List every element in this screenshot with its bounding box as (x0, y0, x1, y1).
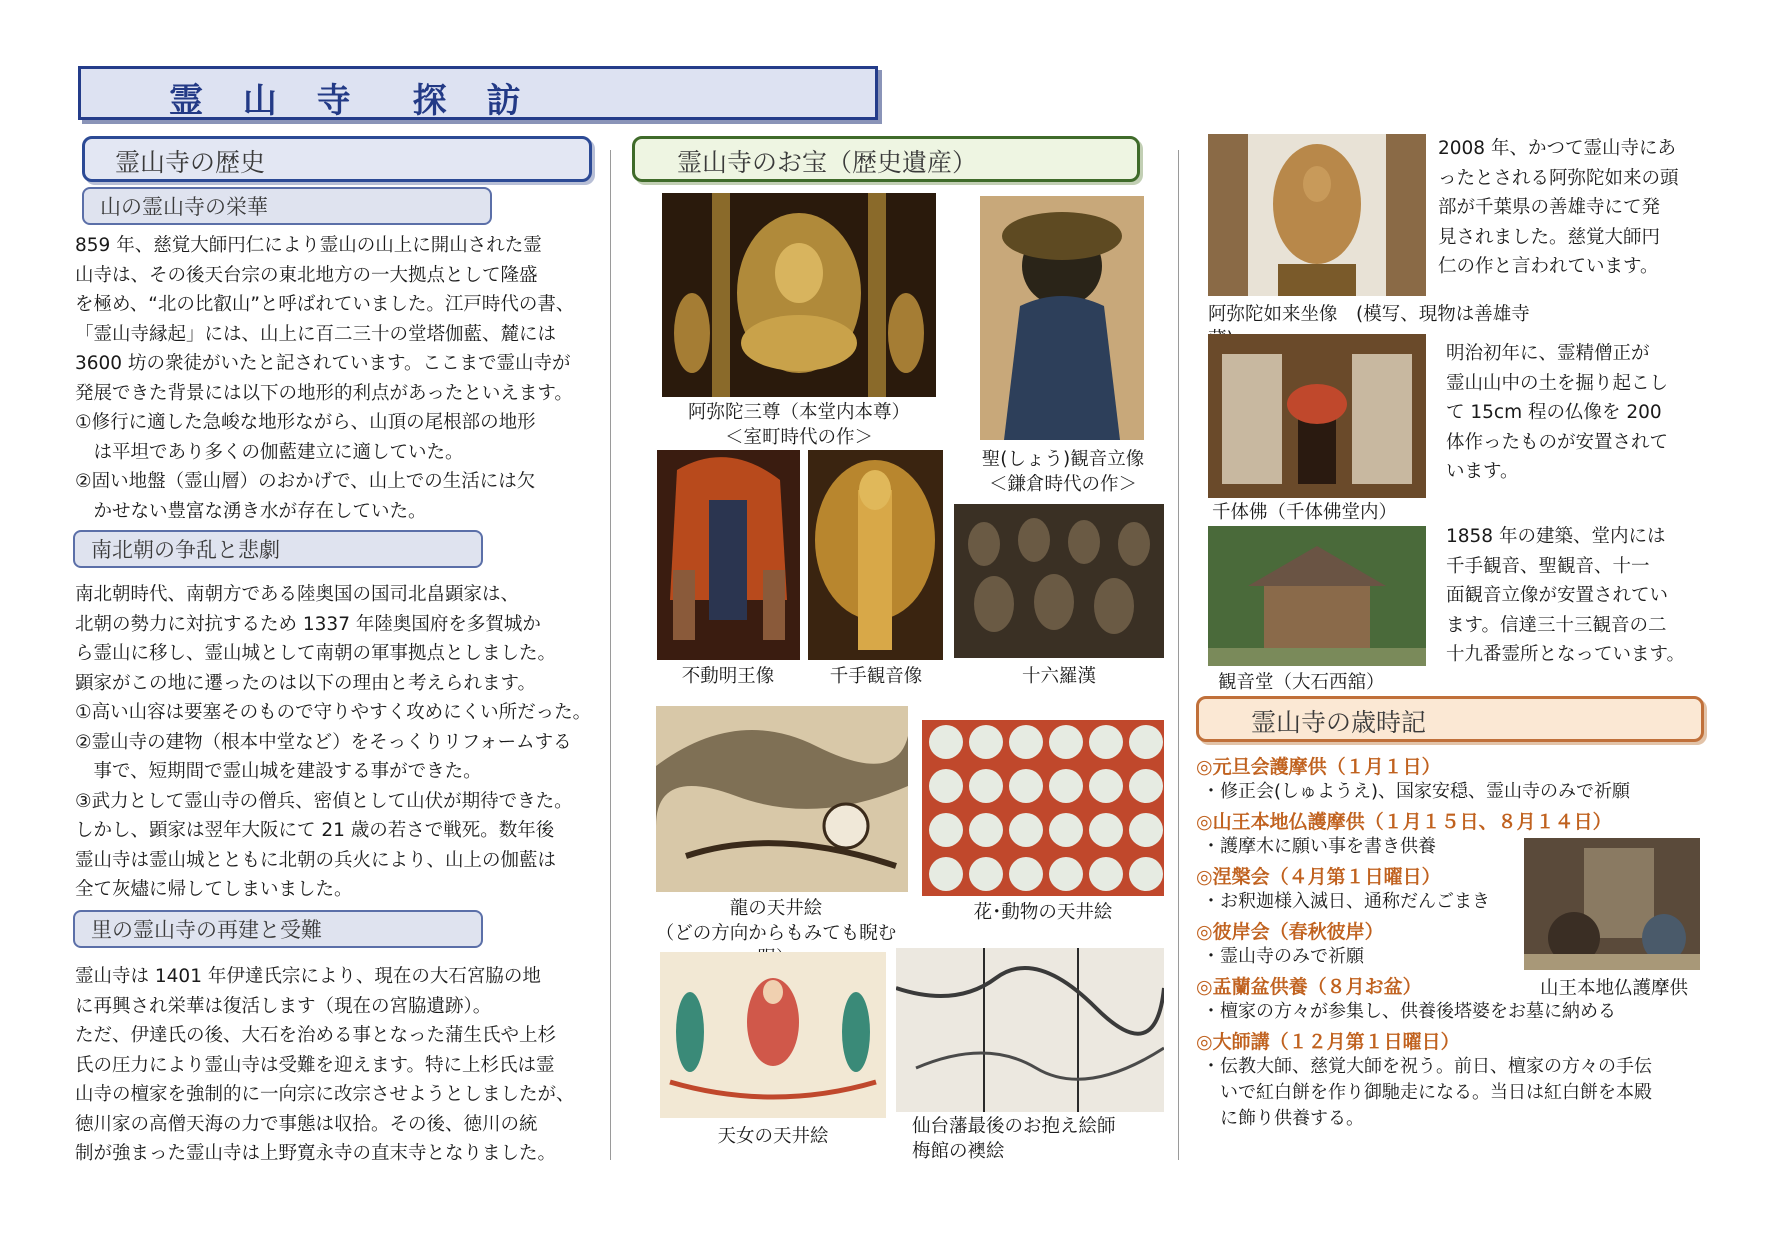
event-title: ◎山王本地仏護摩供（１月１５日、８月１４日） (1196, 811, 1612, 833)
event-title: ◎大師講（１２月第１日曜日） (1196, 1031, 1460, 1053)
fusuma-caption: 仙台藩最後のお抱え絵師 梅館の襖絵 (912, 1116, 1116, 1162)
kannondo-caption: 観音堂（大石西舘） (1218, 672, 1385, 693)
amida-zazo-photo (1208, 134, 1426, 296)
column-divider-2 (1178, 150, 1179, 1160)
event-desc: ・霊山寺のみで祈願 (1202, 946, 1364, 967)
column-divider-1 (610, 150, 611, 1160)
event-desc: ・修正会(しゅようえ)、国家安穏、霊山寺のみで祈願 (1202, 781, 1631, 802)
sub-heading-box-3 (73, 910, 483, 948)
rakan-photo (954, 504, 1164, 658)
ryu-photo (656, 706, 908, 892)
tennyo-caption: 天女の天井絵 (717, 1126, 829, 1147)
fudo-photo (657, 450, 800, 660)
sentaibutsu-caption: 千体佛（千体佛堂内） (1212, 502, 1398, 523)
sentaibutsu-photo (1208, 334, 1426, 498)
event-item-1 (1196, 752, 1716, 805)
event-title: ◎盂蘭盆供養（８月お盆） (1196, 976, 1422, 998)
sub-heading-2: 南北朝の争乱と悲劇 (91, 538, 280, 562)
sho-kannon-photo (980, 196, 1144, 440)
fudo-caption: 不動明王像 (681, 666, 775, 687)
goma-photo (1524, 838, 1700, 970)
events-heading: 霊山寺の歳時記 (1251, 708, 1427, 737)
event-desc: ・伝教大師、慈覚大師を祝う。前日、檀家の方々の手伝 いで紅白餅を作り御馳走になる。当日は紅白餅を本殿 に飾り供養する。 (1202, 1056, 1652, 1129)
kannondo-text: 1858 年の建築、堂内には 千手観音、聖観音、十一 面観音立像が安置されてい ます。信達三十三観音の二 十九番霊所となっています。 (1446, 526, 1686, 665)
kannondo-photo (1208, 526, 1426, 666)
senju-caption: 千手観音像 (829, 666, 923, 687)
amida-sanzon-photo (662, 193, 936, 397)
amida-sanzon-caption: 阿弥陀三尊（本堂内本尊） ＜室町時代の作＞ (687, 402, 910, 448)
treasures-heading: 霊山寺のお宝（歴史遺産） (677, 148, 978, 177)
sentaibutsu-text: 明治初年に、霊精僧正が 霊山山中の土を掘り起こし て 15cm 程の仏像を 200 体作ったものが安置されて います。 (1446, 343, 1669, 482)
event-title: ◎元旦会護摩供（１月１日） (1196, 756, 1441, 778)
hana-caption: 花･動物の天井絵 (973, 902, 1113, 923)
history-paragraph-2: 南北朝時代、南朝方である陸奥国の国司北畠顕家は、 北朝の勢力に対抗するため 1337 年陸奥国府を多賀城か ら霊山に移し、霊山城として南朝の軍事拠点としました。 顕家がこの地に遷ったのは以下の理由と考えられます。 ①高い山容は要塞そのもので守りやすく攻めにくい所だった。 ②霊山寺の建物（根本中堂など）をそっくりリフォームする 事で、短期間で霊山城を建設する事ができた。 ③武力として霊山寺の僧兵、密偵として山伏が期待できた。 しかし、顕家は翌年大阪にて 21 歳の若さで戦死。数年後 霊山寺は霊山城とともに北朝の兵火により、山上の伽藍は 全て灰燼に帰してしまいました。 (75, 584, 592, 900)
history-heading: 霊山寺の歴史 (115, 148, 266, 177)
amida-zazo-caption: 阿弥陀如来坐像 (模写、現物は善雄寺 (1208, 304, 1530, 325)
history-heading-box (82, 136, 592, 182)
event-title: ◎涅槃会（４月第１日曜日） (1196, 866, 1441, 888)
sub-heading-3: 里の霊山寺の再建と受難 (91, 918, 322, 942)
tennyo-photo (660, 952, 886, 1118)
treasures-heading-box (632, 136, 1140, 182)
senju-photo (808, 450, 943, 660)
history-paragraph-1: 859 年、慈覚大師円仁により霊山の山上に開山された霊 山寺は、その後天台宗の東北地方の一大拠点として隆盛 を極め、“北の比叡山”と呼ばれていました。江戸時代の書、 「霊山寺縁起」には、山上に百二三十の堂塔伽藍、麓には 3600 坊の衆徒がいたと記されています。ここまで霊山寺が 発展できた背景には以下の地形的利点があったといえます。 ①修行に適した急峻な地形ながら、山頂の尾根部の地形 は平坦であり多くの伽藍建立に適していた。 ②固い地盤（霊山層）のおかげで、山上での生活には欠 かせない豊富な湧き水が存在していた。 (75, 235, 575, 522)
main-title: 霊 山 寺 探 訪 (169, 81, 535, 121)
event-desc: ・護摩木に願い事を書き供養 (1202, 836, 1436, 857)
sho-kannon-caption: 聖(しょう)観音立像 ＜鎌倉時代の作＞ (981, 449, 1145, 495)
event-title: ◎彼岸会（春秋彼岸） (1196, 921, 1384, 943)
event-desc: ・檀家の方々が参集し、供養後塔婆をお墓に納める (1202, 1001, 1616, 1022)
sub-heading-box-2 (73, 530, 483, 568)
sub-heading-box-1 (82, 187, 492, 225)
rakan-caption: 十六羅漢 (1021, 666, 1096, 687)
event-desc: ・お釈迦様入滅日、通称だんごまき (1202, 891, 1490, 912)
history-paragraph-3: 霊山寺は 1401 年伊達氏宗により、現在の大石宮脇の地 に再興され栄華は復活します（現在の宮脇遺跡）。 ただ、伊達氏の後、大石を治める事となった蒲生氏や上杉 氏の圧力により霊山寺は受難を迎えます。特に上杉氏は霊 山寺の檀家を強制的に一向宗に改宗させようとしましたが、 徳川家の高僧天海の力で事態は収拾。その後、徳川の統 制が強まった霊山寺は上野寛永寺の直末寺となりました。 (75, 966, 575, 1164)
amida-zazo-text: 2008 年、かつて霊山寺にあ ったとされる阿弥陀如来の頭 部が千葉県の善雄寺にて発 見されました。慈覚大師円 仁の作と言われています。 (1438, 138, 1679, 277)
goma-caption: 山王本地仏護摩供 (1539, 978, 1688, 999)
event-item-6 (1196, 1027, 1716, 1132)
hana-photo (922, 720, 1164, 896)
ryu-caption: 龍の天井絵 （どの方向からもみても睨む (655, 898, 897, 944)
events-heading-box (1196, 696, 1704, 742)
main-title-banner (78, 66, 878, 120)
sub-heading-1: 山の霊山寺の栄華 (100, 195, 268, 219)
fusuma-photo (896, 948, 1164, 1112)
